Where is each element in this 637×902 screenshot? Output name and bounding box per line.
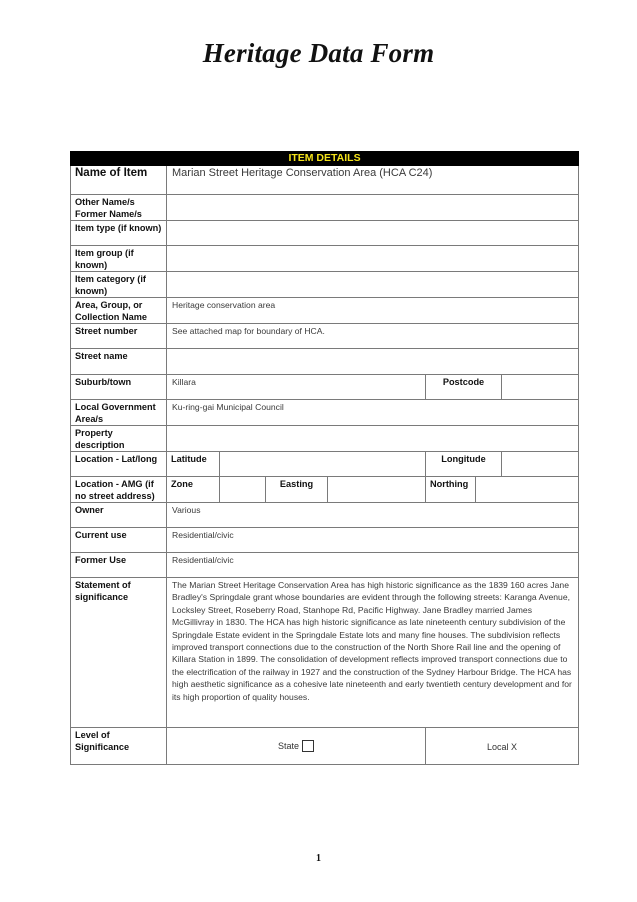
item-type-label: Item type (if known) [71, 221, 167, 246]
other-names-label: Other Name/s Former Name/s [71, 195, 167, 221]
suburb-value: Killara [167, 375, 426, 400]
state-label: State [277, 741, 299, 752]
street-name-label: Street name [71, 349, 167, 375]
location-amg-label: Location - AMG (if no street address) [71, 477, 167, 503]
current-use-label: Current use [71, 528, 167, 553]
item-category-label: Item category (if known) [71, 272, 167, 298]
easting-label: Easting [266, 477, 328, 503]
postcode-value [502, 375, 579, 400]
location-latlong-label: Location - Lat/long [71, 452, 167, 477]
level-state-cell [167, 728, 426, 765]
street-number-value: See attached map for boundary of HCA. [167, 324, 579, 349]
item-group-label: Item group (if known) [71, 246, 167, 272]
longitude-value [502, 452, 579, 477]
zone-label: Zone [167, 477, 220, 503]
former-use-value: Residential/civic [167, 553, 579, 578]
level-local-cell [426, 728, 579, 765]
item-group-value [167, 246, 579, 272]
lga-value: Ku-ring-gai Municipal Council [167, 400, 579, 426]
item-details-table [70, 151, 579, 765]
statement-value: The Marian Street Heritage Conservation Area has high historic significance as the 1839 160 acres Jane Bradley's Springdale grant whose boundaries are evident through the following streets: Karanga Avenue, Locksley Street, Roseberry Road, Stanhope Rd, Pacific Highway. Jane Bradley married James McGillivray in 1830. The HCA has high historic significance as late nineteenth century subdivision of the Springdale Estate evident in the Springdale Estate lots and many fine houses. The subdivision reflects improved transport connections due to the construction of the North Shore Rail line and the opening of Killara Station in 1899. The consolidation of development reflects improved transport connections due to the electrification of the railway in 1927 and the construction of the Sydney Harbour Bridge. The HCA has high aesthetic significance as a cohesive late nineteenth and early twentieth century development and for its high proportion of quality houses. [167, 578, 579, 728]
local-mark: X [511, 741, 518, 752]
page-number: 1 [316, 853, 321, 864]
other-names-value [167, 195, 579, 221]
area-group-value: Heritage conservation area [167, 298, 579, 324]
current-use-value: Residential/civic [167, 528, 579, 553]
section-header: ITEM DETAILS [71, 152, 579, 166]
owner-label: Owner [71, 503, 167, 528]
local-label: Local [486, 741, 509, 752]
lga-label: Local Government Area/s [71, 400, 167, 426]
statement-label: Statement of significance [71, 578, 167, 728]
longitude-label: Longitude [426, 452, 502, 477]
state-checkbox[interactable] [302, 740, 314, 752]
latitude-label: Latitude [167, 452, 220, 477]
area-group-label: Area, Group, or Collection Name [71, 298, 167, 324]
easting-value [328, 477, 426, 503]
name-of-item-label: Name of Item [71, 166, 167, 195]
northing-label: Northing [426, 477, 476, 503]
street-number-label: Street number [71, 324, 167, 349]
zone-value [220, 477, 266, 503]
postcode-label: Postcode [426, 375, 502, 400]
latitude-value [220, 452, 426, 477]
owner-value: Various [167, 503, 579, 528]
former-use-label: Former Use [71, 553, 167, 578]
name-of-item-value: Marian Street Heritage Conservation Area (HCA C24) [167, 166, 579, 195]
northing-value [476, 477, 579, 503]
property-description-value [167, 426, 579, 452]
page-title: Heritage Data Form [202, 38, 435, 68]
street-name-value [167, 349, 579, 375]
suburb-label: Suburb/town [71, 375, 167, 400]
item-type-value [167, 221, 579, 246]
property-description-label: Property description [71, 426, 167, 452]
item-category-value [167, 272, 579, 298]
level-label: Level of Significance [71, 728, 167, 765]
